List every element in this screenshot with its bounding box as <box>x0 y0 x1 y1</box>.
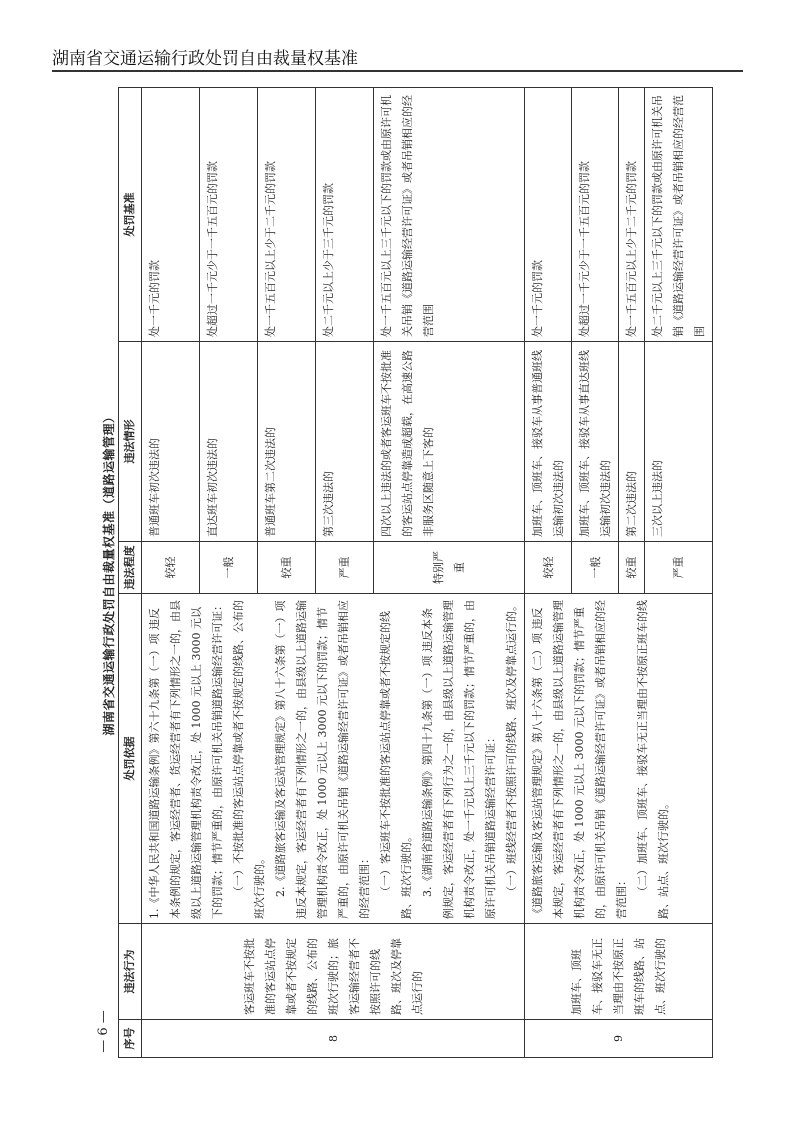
basis-paragraph: 《道路旅客运输及客运站管理规定》第八十六条第（二）项 违反本规定，客运经营者有下列情形之一的，由县级以上道路运输管理机构责令改正，处 1000 元以上 3000 元以下的罚款；情节严重的，由原许可机关吊销《道路运输经营许可证》或者吊销相应的经营范围： <box>531 600 628 919</box>
seq-cell: 8 <box>142 1020 525 1058</box>
situation-cell: 普通班车第二次违法的 <box>257 342 315 542</box>
table-caption: 湖南省交通运输行政处罚自由裁量权基准（道路运输管理） <box>102 410 116 736</box>
header-rule <box>52 70 743 72</box>
col-header-degree: 违法程度 <box>119 542 142 594</box>
degree-cell: 一般 <box>572 542 619 594</box>
table-body <box>142 88 713 1058</box>
col-header-seq: 序号 <box>119 1020 142 1058</box>
penalty-cell: 处超过一千元少于一千五百元的罚款 <box>572 88 619 342</box>
situation-cell: 第二次违法的 <box>619 342 645 542</box>
basis-paragraph: 2.《道路旅客运输及客运站管理规定》第八十六条第（一）项 违反本规定，客运经营者有下列情形之一的，由县级以上道路运输管理机构责令改正，处 1000 元以上 3000 元以下的罚款；情节严重的，由原许可机关吊销《道路运输经营许可证》或者吊销相应的经营范围： <box>274 600 371 919</box>
penalty-standard-table <box>118 87 713 1058</box>
behavior-cell: 客运班车不按批准的客运站点停靠或者不按规定的线路、公布的班次行驶的；旅客运输经营者不按照许可的线路、班次及停靠点运行的 <box>142 924 525 1020</box>
penalty-cell: 处一千五百元以上三千元以下的罚款或由原许可机关吊销《道路运输经营许可证》或者吊销相应的经营范围 <box>373 88 524 342</box>
page-header-title: 湖南省交通运输行政处罚自由裁量权基准 <box>52 49 358 69</box>
basis-paragraph: （二）加班车、顶班车、接驳车无正当理由不按原正班车的线路、站点、班次行驶的。 <box>636 600 670 919</box>
basis-paragraph: （一）客运班车不按批准的客运站点停靠或者不按规定的线路、班次行驶的。 <box>379 611 413 919</box>
situation-cell: 加班车、顶班车、接驳车从事普通班线运输初次违法的 <box>525 342 572 542</box>
situation-cell: 普通班车初次违法的 <box>142 342 200 542</box>
degree-cell: 较重 <box>619 542 645 594</box>
situation-cell: 加班车、顶班车、接驳车从事直达班线运输初次违法的 <box>572 342 619 542</box>
penalty-cell: 处超过一千元少于一千五百元的罚款 <box>199 88 257 342</box>
penalty-cell: 处一千元的罚款 <box>142 88 200 342</box>
penalty-cell: 处二千元以上三千元以下的罚款或由原许可机关吊销《道路运输经营许可证》或者吊销相应的经营范围 <box>645 88 713 342</box>
col-header-penalty: 处罚基准 <box>119 88 142 342</box>
situation-cell: 三次以上违法的 <box>645 342 713 542</box>
basis-paragraph: （一）班线经营者不按照许可的线路、班次及停靠点运行的。 <box>505 600 518 897</box>
col-header-behavior: 违法行为 <box>119 924 142 1020</box>
degree-cell: 较重 <box>257 542 315 594</box>
page-number: — 6 — <box>95 1010 111 1053</box>
table-row <box>525 88 572 1058</box>
situation-cell: 直达班车初次违法的 <box>199 342 257 542</box>
rotated-table-area <box>100 88 710 1058</box>
situation-cell: 四次以上违法的或者客运班车不按批准的客运站点停靠造成超载，在高速公路非服务区随意上下客的 <box>373 342 524 542</box>
penalty-cell: 处一千五百元以上少于二千元的罚款 <box>257 88 315 342</box>
col-header-situation: 违法情形 <box>119 342 142 542</box>
penalty-cell: 处一千元的罚款 <box>525 88 572 342</box>
degree-cell: 特别严重 <box>373 542 524 594</box>
degree-cell: 较轻 <box>525 542 572 594</box>
degree-cell: 一般 <box>199 542 257 594</box>
basis-paragraph: 3.《湖南省道路运输条例》第四十九条第（一）项 违反本条例规定，客运经营者有下列行为之一的，由县级以上道路运输管理机构责令改正，处一千元以上三千元以下的罚款；情节严重的，由原许可机关吊销道路运输经营许可证： <box>421 600 497 919</box>
seq-cell: 9 <box>525 1020 713 1058</box>
degree-cell: 严重 <box>645 542 713 594</box>
degree-cell: 较轻 <box>142 542 200 594</box>
degree-cell: 严重 <box>315 542 373 594</box>
table-header-row <box>119 88 142 1058</box>
basis-paragraph: （一）不按批准的客运站点停靠或者不按规定的线路、公布的班次行驶的。 <box>232 600 266 919</box>
penalty-cell: 处二千元以上少于三千元的罚款 <box>315 88 373 342</box>
basis-cell <box>142 594 525 924</box>
table-row <box>142 88 200 1058</box>
situation-cell: 第三次违法的 <box>315 342 373 542</box>
behavior-cell: 加班车、顶班车、接驳车无正当理由不按原正班车的线路、站点、班次行驶的 <box>525 924 713 1020</box>
basis-paragraph: 1.《中华人民共和国道路运输条例》第六十九条第（一）项 违反本条例的规定，客运经营者、货运经营者有下列情形之一的，由县级以上道路运输管理机构责令改正，处 1000 元以上 3000 元以下的罚款；情节严重的，由原许可机关吊销道路运输经营许可证： <box>148 600 224 919</box>
penalty-cell: 处一千五百元以上少于二千元的罚款 <box>619 88 645 342</box>
basis-cell <box>525 594 713 924</box>
col-header-basis: 处罚依据 <box>119 594 142 924</box>
